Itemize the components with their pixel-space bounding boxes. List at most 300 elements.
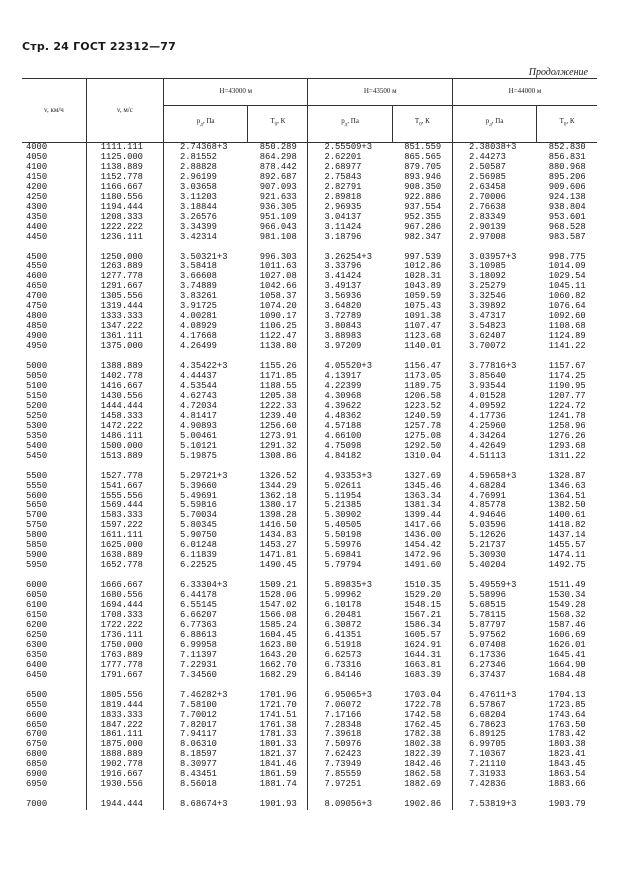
- pressure-44000-cell: 2.38038+3: [452, 143, 536, 153]
- speed-kmh-cell: 5050: [26, 371, 48, 382]
- pressure-43500-cell: 7.62423: [308, 750, 392, 760]
- temperature-44000-cell: 924.138: [548, 191, 586, 202]
- temperature-43000-cell: 1682.29: [259, 669, 297, 680]
- pressure-43500-cell: 7.73949: [308, 760, 392, 770]
- temperature-43500-cell: 851.559: [404, 142, 442, 152]
- pressure-43000-cell: 6.22525: [163, 561, 247, 571]
- pressure-43500-cell: 5.30902: [308, 511, 392, 521]
- temperature-43000-cell: 1362.18: [259, 490, 297, 501]
- temperature-43000-cell: 1222.33: [259, 400, 297, 411]
- temperature-43000-cell: 981.108: [259, 231, 297, 242]
- speed-kmh-cell: 4050: [26, 151, 48, 162]
- temperature-44000-cell: 1207.77: [548, 390, 586, 401]
- pressure-44000-cell: 4.59658+3: [452, 472, 536, 482]
- speed-kmh-cell: 7000: [26, 799, 48, 810]
- temperature-44000-cell: 1276.26: [548, 430, 586, 441]
- temperature-44000-cell: 1258.96: [548, 420, 586, 431]
- speed-ms-cell: 1833.333: [86, 711, 163, 721]
- speed-ms-cell: 1180.556: [86, 193, 163, 203]
- temperature-43500-cell: 1206.58: [404, 390, 442, 401]
- temperature-43500-cell: 1156.47: [404, 361, 442, 372]
- speed-ms-cell: 1291.667: [86, 282, 163, 292]
- pressure-44000-cell: 3.85640: [452, 372, 536, 382]
- temperature-43000-cell: 1434.83: [259, 530, 297, 541]
- pressure-44000-cell: 3.54823: [452, 322, 536, 332]
- pressure-44000-cell: 4.09592: [452, 402, 536, 412]
- pressure-43000-cell: 3.66608: [163, 272, 247, 282]
- temperature-43500-cell: 1345.46: [404, 480, 442, 491]
- pressure-44000-cell: 6.99705: [452, 740, 536, 750]
- speed-kmh-cell: 5900: [26, 550, 48, 561]
- pressure-43500-cell: 5.21385: [308, 501, 392, 511]
- temperature-43000-cell: 1027.08: [259, 271, 297, 282]
- pressure-43500-cell: 2.96935: [308, 203, 392, 213]
- speed-kmh-cell: 5700: [26, 510, 48, 521]
- pressure-44000-cell: 4.85778: [452, 501, 536, 511]
- temperature-43500-cell: 1510.35: [404, 580, 442, 591]
- temperature-44000-cell: 1511.49: [548, 580, 586, 591]
- speed-kmh-cell: 6750: [26, 739, 48, 750]
- speed-ms-cell: 1277.778: [86, 272, 163, 282]
- pressure-43500-cell: 3.04137: [308, 213, 392, 223]
- speed-kmh-cell: 5500: [26, 470, 48, 481]
- pressure-43500-cell: 3.64820: [308, 302, 392, 312]
- temperature-43000-cell: 1058.37: [259, 291, 297, 302]
- speed-kmh-cell: 6100: [26, 600, 48, 611]
- pressure-43500-cell: 3.80843: [308, 322, 392, 332]
- speed-kmh-cell: 5850: [26, 540, 48, 551]
- temperature-44000-cell: 1293.68: [548, 440, 586, 451]
- pressure-43500-cell: 3.49137: [308, 282, 392, 292]
- speed-ms-cell: 1597.222: [86, 521, 163, 531]
- speed-ms-cell: 1569.444: [86, 501, 163, 511]
- pressure-43500-cell: 6.10178: [308, 601, 392, 611]
- pressure-43500-cell: 3.33796: [308, 262, 392, 272]
- pressure-43500-cell: 7.06072: [308, 701, 392, 711]
- temperature-44000-cell: 1530.34: [548, 590, 586, 601]
- temperature-44000-cell: 1045.11: [548, 281, 586, 292]
- speed-kmh-cell: 4850: [26, 321, 48, 332]
- temperature-43000-cell: 996.303: [259, 251, 297, 262]
- pressure-43000-cell: 3.11203: [163, 193, 247, 203]
- pressure-43500-cell: 7.17166: [308, 711, 392, 721]
- temperature-43500-cell: 1605.57: [404, 629, 442, 640]
- temperature-43000-cell: 1308.86: [259, 450, 297, 461]
- speed-kmh-cell: 6300: [26, 639, 48, 650]
- temperature-44000-cell: 909.606: [548, 181, 586, 192]
- temperature-43000-cell: 1188.55: [259, 380, 297, 391]
- temperature-43500-cell: 1292.50: [404, 440, 442, 451]
- speed-ms-cell: 1472.222: [86, 422, 163, 432]
- pressure-43000-cell: 5.19875: [163, 452, 247, 462]
- pressure-43000-cell: 2.74368+3: [163, 143, 247, 153]
- speed-kmh-cell: 6450: [26, 669, 48, 680]
- pressure-43000-cell: 6.11839: [163, 551, 247, 561]
- speed-kmh-cell: 5000: [26, 361, 48, 372]
- pressure-43500-cell: 6.51918: [308, 641, 392, 651]
- temperature-43000-cell: 1398.28: [259, 510, 297, 521]
- temperature-43000-cell: 1416.50: [259, 520, 297, 531]
- pressure-44000-cell: 6.27346: [452, 661, 536, 671]
- temperature-43500-cell: 967.286: [404, 221, 442, 232]
- temperature-43500-cell: 1043.89: [404, 281, 442, 292]
- temperature-43000-cell: 1074.20: [259, 301, 297, 312]
- speed-kmh-cell: 6050: [26, 590, 48, 601]
- temperature-43500-cell: 1075.43: [404, 301, 442, 312]
- page-header: Стр. 24 ГОСТ 22312—77: [22, 40, 177, 53]
- header-temperature-3: $T_0$, К: [537, 106, 597, 143]
- speed-ms-cell: 1666.667: [86, 581, 163, 591]
- speed-kmh-cell: 5450: [26, 450, 48, 461]
- temperature-43500-cell: 1173.05: [404, 371, 442, 382]
- temperature-43000-cell: 1604.45: [259, 629, 297, 640]
- temperature-43500-cell: 1028.31: [404, 271, 442, 282]
- temperature-44000-cell: 1418.82: [548, 520, 586, 531]
- pressure-43500-cell: 5.11954: [308, 492, 392, 502]
- pressure-44000-cell: 2.70006: [452, 193, 536, 203]
- temperature-43000-cell: 1380.17: [259, 500, 297, 511]
- speed-ms-cell: 1319.444: [86, 302, 163, 312]
- temperature-43500-cell: 879.705: [404, 161, 442, 172]
- pressure-43500-cell: 6.41351: [308, 631, 392, 641]
- speed-kmh-cell: 4350: [26, 211, 48, 222]
- temperature-43000-cell: 966.043: [259, 221, 297, 232]
- temperature-44000-cell: 1076.64: [548, 301, 586, 312]
- temperature-44000-cell: 1382.50: [548, 500, 586, 511]
- temperature-43500-cell: 1140.01: [404, 341, 442, 352]
- pressure-43500-cell: 7.39618: [308, 730, 392, 740]
- temperature-44000-cell: 1883.66: [548, 779, 586, 790]
- temperature-43000-cell: 1273.91: [259, 430, 297, 441]
- pressure-44000-cell: 7.53819+3: [452, 800, 536, 810]
- header-altitude-3: H=44000 м: [452, 79, 597, 106]
- temperature-43500-cell: 1742.58: [404, 709, 442, 720]
- temperature-44000-cell: 1704.13: [548, 689, 586, 700]
- header-pressure-1: $p_д$, Па: [163, 106, 247, 143]
- pressure-43500-cell: 4.57188: [308, 422, 392, 432]
- pressure-44000-cell: 3.25279: [452, 282, 536, 292]
- table-row: [22, 800, 597, 810]
- temperature-43500-cell: 865.565: [404, 151, 442, 162]
- temperature-44000-cell: 895.206: [548, 171, 586, 182]
- pressure-44000-cell: 3.10985: [452, 262, 536, 272]
- pressure-43000-cell: 5.39660: [163, 482, 247, 492]
- temperature-43000-cell: 1643.20: [259, 649, 297, 660]
- pressure-43000-cell: 6.66207: [163, 611, 247, 621]
- speed-ms-cell: 1902.778: [86, 760, 163, 770]
- pressure-44000-cell: 5.87797: [452, 621, 536, 631]
- temperature-43000-cell: 1547.02: [259, 600, 297, 611]
- pressure-43500-cell: 5.40505: [308, 521, 392, 531]
- speed-ms-cell: 1222.222: [86, 223, 163, 233]
- pressure-43000-cell: 6.99958: [163, 641, 247, 651]
- header-altitude-1: H=43000 м: [163, 79, 307, 106]
- temperature-44000-cell: 968.528: [548, 221, 586, 232]
- speed-ms-cell: 1777.778: [86, 661, 163, 671]
- speed-ms-cell: 1888.889: [86, 750, 163, 760]
- temperature-43500-cell: 1586.34: [404, 619, 442, 630]
- pressure-43500-cell: 4.48362: [308, 412, 392, 422]
- pressure-43000-cell: 8.43451: [163, 770, 247, 780]
- pressure-43000-cell: 4.35422+3: [163, 362, 247, 372]
- pressure-43000-cell: 3.18844: [163, 203, 247, 213]
- temperature-43000-cell: 1623.80: [259, 639, 297, 650]
- temperature-43500-cell: 1882.69: [404, 779, 442, 790]
- temperature-43500-cell: 1012.86: [404, 261, 442, 272]
- pressure-44000-cell: 5.58996: [452, 591, 536, 601]
- speed-ms-cell: 1805.556: [86, 691, 163, 701]
- temperature-43000-cell: 1171.85: [259, 371, 297, 382]
- speed-kmh-cell: 6600: [26, 709, 48, 720]
- speed-ms-cell: 1430.556: [86, 392, 163, 402]
- pressure-43500-cell: 5.02611: [308, 482, 392, 492]
- pressure-44000-cell: 2.56985: [452, 173, 536, 183]
- temperature-43000-cell: 1291.32: [259, 440, 297, 451]
- speed-kmh-cell: 4750: [26, 301, 48, 312]
- pressure-44000-cell: 4.34264: [452, 432, 536, 442]
- speed-ms-cell: 1861.111: [86, 730, 163, 740]
- temperature-43500-cell: 997.539: [404, 251, 442, 262]
- temperature-43000-cell: 1721.70: [259, 699, 297, 710]
- temperature-43500-cell: 893.946: [404, 171, 442, 182]
- pressure-43000-cell: 5.80345: [163, 521, 247, 531]
- pressure-43000-cell: 3.91725: [163, 302, 247, 312]
- temperature-43500-cell: 1223.52: [404, 400, 442, 411]
- temperature-43000-cell: 907.093: [259, 181, 297, 192]
- temperature-43500-cell: 908.350: [404, 181, 442, 192]
- pressure-43500-cell: 6.62573: [308, 651, 392, 661]
- pressure-43500-cell: 5.50198: [308, 531, 392, 541]
- speed-ms-cell: 1194.444: [86, 203, 163, 213]
- temperature-43000-cell: 921.633: [259, 191, 297, 202]
- pressure-44000-cell: 4.01528: [452, 392, 536, 402]
- speed-kmh-cell: 4600: [26, 271, 48, 282]
- pressure-43500-cell: 7.85559: [308, 770, 392, 780]
- pressure-43500-cell: 5.59976: [308, 541, 392, 551]
- pressure-43000-cell: 2.96199: [163, 173, 247, 183]
- table-row: [22, 342, 597, 352]
- temperature-43500-cell: 1663.81: [404, 659, 442, 670]
- speed-kmh-cell: 4950: [26, 341, 48, 352]
- speed-kmh-cell: 6400: [26, 659, 48, 670]
- temperature-43500-cell: 1310.04: [404, 450, 442, 461]
- speed-ms-cell: 1791.667: [86, 671, 163, 681]
- pressure-43000-cell: 4.90893: [163, 422, 247, 432]
- temperature-43500-cell: 937.554: [404, 201, 442, 212]
- pressure-44000-cell: 6.78623: [452, 721, 536, 731]
- speed-ms-cell: 1555.556: [86, 492, 163, 502]
- temperature-43000-cell: 1781.33: [259, 729, 297, 740]
- pressure-43000-cell: 3.83261: [163, 292, 247, 302]
- temperature-44000-cell: 1029.54: [548, 271, 586, 282]
- header-temperature-1: $T_0$, К: [248, 106, 308, 143]
- speed-ms-cell: 1402.778: [86, 372, 163, 382]
- temperature-44000-cell: 1014.09: [548, 261, 586, 272]
- pressure-43500-cell: 2.82791: [308, 183, 392, 193]
- temperature-44000-cell: 1328.87: [548, 470, 586, 481]
- temperature-43500-cell: 1399.44: [404, 510, 442, 521]
- speed-kmh-cell: 5100: [26, 380, 48, 391]
- pressure-43500-cell: 7.50976: [308, 740, 392, 750]
- speed-kmh-cell: 4450: [26, 231, 48, 242]
- speed-ms-cell: 1458.333: [86, 412, 163, 422]
- speed-kmh-cell: 4300: [26, 201, 48, 212]
- pressure-43000-cell: 4.26499: [163, 342, 247, 352]
- temperature-44000-cell: 1843.45: [548, 759, 586, 770]
- pressure-44000-cell: 3.03957+3: [452, 253, 536, 263]
- speed-kmh-cell: 5750: [26, 520, 48, 531]
- pressure-44000-cell: 4.17736: [452, 412, 536, 422]
- speed-kmh-cell: 4100: [26, 161, 48, 172]
- pressure-43000-cell: 8.06310: [163, 740, 247, 750]
- speed-ms-cell: 1305.556: [86, 292, 163, 302]
- temperature-43000-cell: 1453.27: [259, 540, 297, 551]
- temperature-43500-cell: 1842.46: [404, 759, 442, 770]
- temperature-44000-cell: 1803.38: [548, 739, 586, 750]
- speed-ms-cell: 1611.111: [86, 531, 163, 541]
- temperature-44000-cell: 1645.41: [548, 649, 586, 660]
- pressure-43000-cell: 8.30977: [163, 760, 247, 770]
- pressure-43000-cell: 5.29721+3: [163, 472, 247, 482]
- speed-kmh-cell: 5650: [26, 500, 48, 511]
- temperature-44000-cell: 1437.14: [548, 530, 586, 541]
- pressure-44000-cell: 4.42649: [452, 442, 536, 452]
- pressure-43500-cell: 5.79794: [308, 561, 392, 571]
- pressure-43000-cell: 4.72034: [163, 402, 247, 412]
- temperature-43000-cell: 1821.37: [259, 749, 297, 760]
- pressure-43000-cell: 7.94117: [163, 730, 247, 740]
- temperature-43000-cell: 878.442: [259, 161, 297, 172]
- speed-ms-cell: 1652.778: [86, 561, 163, 571]
- temperature-43000-cell: 1662.70: [259, 659, 297, 670]
- temperature-43000-cell: 1256.60: [259, 420, 297, 431]
- speed-ms-cell: 1444.444: [86, 402, 163, 412]
- temperature-44000-cell: 1626.01: [548, 639, 586, 650]
- pressure-43000-cell: 3.50321+3: [163, 253, 247, 263]
- pressure-43500-cell: 3.18796: [308, 233, 392, 243]
- temperature-43000-cell: 1205.38: [259, 390, 297, 401]
- temperature-43500-cell: 1567.21: [404, 609, 442, 620]
- temperature-43000-cell: 1901.93: [259, 799, 297, 810]
- pressure-44000-cell: 5.40204: [452, 561, 536, 571]
- pressure-44000-cell: 6.17336: [452, 651, 536, 661]
- temperature-44000-cell: 1492.75: [548, 560, 586, 571]
- temperature-44000-cell: 1549.28: [548, 600, 586, 611]
- pressure-44000-cell: 5.21737: [452, 541, 536, 551]
- pressure-43000-cell: 7.46282+3: [163, 691, 247, 701]
- pressure-43500-cell: 3.41424: [308, 272, 392, 282]
- speed-kmh-cell: 5200: [26, 400, 48, 411]
- temperature-43500-cell: 1091.38: [404, 311, 442, 322]
- pressure-43000-cell: 8.18597: [163, 750, 247, 760]
- pressure-43000-cell: 3.26576: [163, 213, 247, 223]
- pressure-44000-cell: 5.49559+3: [452, 581, 536, 591]
- table-row: [22, 233, 597, 243]
- pressure-43500-cell: 4.05520+3: [308, 362, 392, 372]
- speed-kmh-cell: 4550: [26, 261, 48, 272]
- pressure-43000-cell: 7.82017: [163, 721, 247, 731]
- pressure-44000-cell: 6.89125: [452, 730, 536, 740]
- temperature-43500-cell: 1491.60: [404, 560, 442, 571]
- pressure-44000-cell: 6.37437: [452, 671, 536, 681]
- temperature-43000-cell: 1155.26: [259, 361, 297, 372]
- table-row: [22, 482, 597, 492]
- temperature-44000-cell: 1823.41: [548, 749, 586, 760]
- pressure-43000-cell: 6.88613: [163, 631, 247, 641]
- pressure-44000-cell: 3.93544: [452, 382, 536, 392]
- temperature-44000-cell: 1863.54: [548, 769, 586, 780]
- temperature-44000-cell: 1157.67: [548, 361, 586, 372]
- temperature-43000-cell: 1801.33: [259, 739, 297, 750]
- pressure-44000-cell: 2.76638: [452, 203, 536, 213]
- pressure-44000-cell: 7.10367: [452, 750, 536, 760]
- speed-kmh-cell: 6550: [26, 699, 48, 710]
- table-row: [22, 671, 597, 681]
- pressure-44000-cell: 4.76991: [452, 492, 536, 502]
- continuation-label: Продолжение: [528, 67, 588, 78]
- pressure-43000-cell: 3.34399: [163, 223, 247, 233]
- pressure-43500-cell: 3.72789: [308, 312, 392, 322]
- pressure-43000-cell: 7.22931: [163, 661, 247, 671]
- speed-kmh-cell: 4800: [26, 311, 48, 322]
- speed-ms-cell: 1152.778: [86, 173, 163, 183]
- pressure-44000-cell: 3.77816+3: [452, 362, 536, 372]
- pressure-43500-cell: 4.30968: [308, 392, 392, 402]
- temperature-43500-cell: 922.886: [404, 191, 442, 202]
- pressure-44000-cell: 2.97008: [452, 233, 536, 243]
- temperature-44000-cell: 1455.57: [548, 540, 586, 551]
- pressure-43500-cell: 2.55509+3: [308, 143, 392, 153]
- speed-ms-cell: 1680.556: [86, 591, 163, 601]
- temperature-44000-cell: 1903.79: [548, 799, 586, 810]
- pressure-44000-cell: 5.68515: [452, 601, 536, 611]
- speed-kmh-cell: 6650: [26, 719, 48, 730]
- pressure-44000-cell: 4.51113: [452, 452, 536, 462]
- pressure-44000-cell: 3.47317: [452, 312, 536, 322]
- speed-ms-cell: 1388.889: [86, 362, 163, 372]
- speed-kmh-cell: 4400: [26, 221, 48, 232]
- speed-ms-cell: 1736.111: [86, 631, 163, 641]
- temperature-43500-cell: 1417.66: [404, 520, 442, 531]
- temperature-44000-cell: 1060.82: [548, 291, 586, 302]
- speed-kmh-cell: 6950: [26, 779, 48, 790]
- speed-kmh-cell: 6200: [26, 619, 48, 630]
- temperature-43000-cell: 1239.40: [259, 410, 297, 421]
- pressure-43500-cell: 6.20481: [308, 611, 392, 621]
- pressure-44000-cell: 2.44273: [452, 153, 536, 163]
- temperature-43000-cell: 1042.66: [259, 281, 297, 292]
- temperature-43500-cell: 1189.75: [404, 380, 442, 391]
- speed-kmh-cell: 5300: [26, 420, 48, 431]
- speed-ms-cell: 1527.778: [86, 472, 163, 482]
- speed-kmh-cell: 6700: [26, 729, 48, 740]
- pressure-44000-cell: 4.68284: [452, 482, 536, 492]
- speed-kmh-cell: 5800: [26, 530, 48, 541]
- temperature-44000-cell: 1763.50: [548, 719, 586, 730]
- pressure-44000-cell: 6.68204: [452, 711, 536, 721]
- speed-ms-cell: 1125.000: [86, 153, 163, 163]
- pressure-43000-cell: 4.17668: [163, 332, 247, 342]
- speed-kmh-cell: 4000: [26, 142, 48, 152]
- pressure-44000-cell: 2.90139: [452, 223, 536, 233]
- pressure-43500-cell: 8.09056+3: [308, 800, 392, 810]
- temperature-43000-cell: 1122.47: [259, 331, 297, 342]
- speed-kmh-cell: 5250: [26, 410, 48, 421]
- pressure-43500-cell: 5.69841: [308, 551, 392, 561]
- pressure-44000-cell: 7.31933: [452, 770, 536, 780]
- temperature-43500-cell: 1722.78: [404, 699, 442, 710]
- speed-kmh-cell: 6000: [26, 580, 48, 591]
